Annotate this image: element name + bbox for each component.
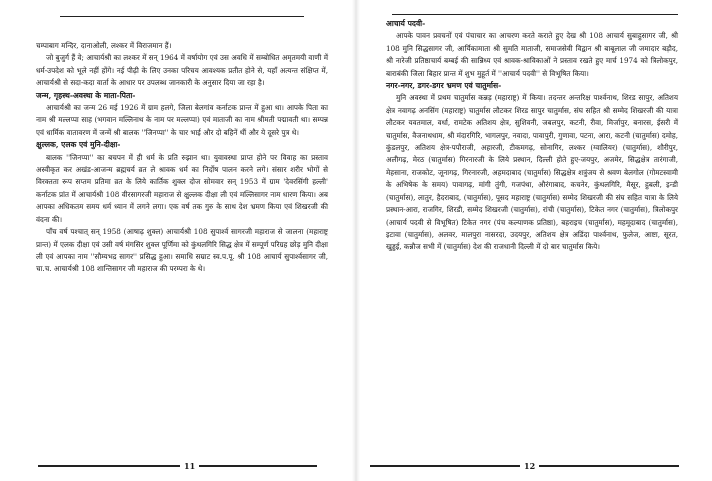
paragraph: बालक ''जिनप्पा'' का बचपन में ही धर्म के प्रति रुझान था। युवावस्था प्राप्त होने पर विवाह का प्रस्ताव अस्वीकृत कर अखंड-आजन्म ब्रह्मचर्य व्रत ले श्रावक धर्म का निर्दोष पालन करने लगे। संसार शरीर भोगों से विरक्तता रूप सप्तम प्रतिमा व्रत के लिये कार्तिक शुक्ल दोज सोमवार सन् 1953 में ग्राम 'देवरसिंगी हल्ली' कर्नाटक प्रांत में आचार्यश्री 108 वीरसागरजी महाराज से क्षुल्लक दीक्षा ली एवं मल्लिसागर नाम धारण किया। अब आपका अधिकतम समय धर्म ध्यान में लगने लगा। एक वर्ष तक गुरु के साथ देश भ्रमण किया एवं शिखरजी की वंदना की।: [36, 152, 328, 224]
footer-rule: [539, 465, 679, 466]
page-footer: [0, 461, 356, 471]
section-heading: नगर-नगर, डगर-डगर भ्रमण एवं चातुर्मास-: [386, 81, 502, 91]
page-content: [36, 40, 328, 276]
footer-rule: [38, 465, 180, 466]
page-number: 11: [184, 461, 196, 471]
page-content: [386, 18, 678, 254]
page-footer: [356, 461, 712, 471]
footer-rule: [370, 465, 520, 466]
section-heading: क्षुल्लक, एलक एवं मुनि-दीक्षा-: [36, 140, 121, 150]
paragraph: आचार्यश्री का जन्म 26 मई 1926 में ग्राम हलगे, जिला बेलगांव कर्नाटक प्रान्त में हुआ था। आपके पिता का नाम श्री मल्लप्पा साह (भगवान मल्लिनाथ के नाम पर मल्लप्पा) एवं माताजी का नाम श्रीमती पद्मावती था। सम्पन्न एवं धार्मिक वातावरण में जन्में श्री बालक ''जिनप्पा'' के चार भाई और दो बहिनें थीं और ये दूसरे पुत्र थे।: [36, 103, 328, 137]
top-rule: [60, 16, 304, 17]
paragraph: आपके पावन प्रवचनों एवं पंचाचार का आचरण करते कराते हुए देख श्री 108 आचार्य सुबाहुसागर जी, श्री 108 मुनि सिद्धसागर जी, आर्यिकामाता श्री सुमति माताजी, समाजसेवी विद्वान श्री बाबूलाल जी जमादार बड़ौद, श्री नारेजी प्रतिष्ठाचार्य बम्बई की सान्निध्य एवं श्रावक-श्राविकाओं ने प्रस्ताव रखते हुए मार्च 1974 को त्रिलोकपुर, बाराबंकी जिला बिहार प्रान्त में शुभ मुहूर्त में ''आचार्य पदवी'' से विभूषित किया।: [386, 31, 678, 78]
right-page: [356, 0, 712, 481]
page-number: 12: [524, 461, 536, 471]
paragraph: चम्पाबाग मन्दिर, दानाओली, लश्कर में विराजमान हैं।: [36, 41, 172, 50]
footer-rule: [199, 465, 317, 466]
section-heading: आचार्य पदवी-: [386, 19, 426, 28]
paragraph: मुनि अवस्था में प्रथम चातुर्मास कन्नड़ (महाराष्ट्र) में किया। तदन्तर अन्तरिक्ष पार्श्वनाथ, शिरड सापुर, अतिशय क्षेत्र नवागढ़ अनसिंग (महाराष्ट्र) चातुर्मास लौटकर शिरड सापुर चातुर्मास, संघ सहित श्री सम्मेद शिखरजी की यात्रा लौटकर यवतमाल, वर्धा, रामटेक अतिशय क्षेत्र, सुशिवनी, जबलपुर, कटनी, रीवा, मिर्जापुर, बनारस, ईसरी में चातुर्मास, वैजनाथधाम, श्री मंदारगिरि, भागलपुर, नवादा, पावापुरी, गुणावा, पटना, आरा, कटनी (चातुर्मास) दमोह, कुंडलपुर, अतिशय क्षेत्र-पपौराजी, अहारजी, टीकमगढ़, सोनागिर, लश्कर (ग्वालियर) (चातुर्मास), शौरीपुर, अलीगढ़, मेरठ (चातुर्मास) गिरनारजी के लिये प्रस्थान, दिल्ली होते हुए-जयपुर, अजमेर, सिद्धक्षेत्र तारंगाजी, मेहसाना, राजकोट, जूनागढ़, गिरनारजी, अहमदाबाद (चातुर्मास) सिद्धक्षेत्र शत्रुंजय से श्रवण बेलगोल (गोमटस्वामी के अभिषेक के समय) पावागढ़, मांगी तुंगी, गजपंथा, औरंगाबाद, कचनेर, कुंथलगिरि, मैसूर, हुबली, इन्डी (चातुर्मास), लातुर, हैदराबाद, (चातुर्मास), पूसद महाराष्ट्र (चातुर्मास) सम्मेद शिखरजी की संघ सहित यात्रा के लिये प्रस्थान-आरा, राजगिर, शिरडी, सम्मेद शिखरजी (चातुर्मास), रांची (चातुर्मास), टिकेत नगर (चातुर्मास), त्रिलोकपुर (आचार्य पदवी से विभूषित) टिकेत नगर (पंच कल्याणक प्रतिष्ठा), बहराइच (चातुर्मास), महमूदाबाद (चातुर्मास), इटावा (चातुर्मास), अलवर, मालपुरा नासरदा, उदयपुर, अतिशय क्षेत्र अडिंदा पार्श्वनाथ, फुलेज, आष्टा, सूरत, खुड्डई, कन्नौज सभी में (चातुर्मास) देश की राजधानी दिल्ली में दो बार चातुर्मास किये।: [386, 93, 678, 252]
paragraph: पाँच वर्ष पश्चात् सन् 1958 (आषाढ़ शुक्ल) आचार्यश्री 108 सुपार्श्व सागरजी महाराज से जालना (महाराष्ट्र प्रान्त) में एलक दीक्षा एवं उसी वर्ष मंगसिर शुक्ल पूर्णिमा को कुंथलगिरि सिद्ध क्षेत्र में सम्पूर्ण परिग्रह छोड़ मुनि दीक्षा ली एवं आपका नाम ''सौम्यभद्र सागर'' प्रसिद्ध हुआ। समाधि सम्राट स्व.प.पू. श्री 108 आचार्य सुपार्श्वसागर जी, चा.च. आचार्यश्री 108 शान्तिसागर जी महाराज की परम्परा के थे।: [36, 227, 328, 274]
paragraph: जो बुजुर्ग हैं वे; आचार्यश्री का लश्कर में सन् 1964 में वर्षायोग एवं उस अवधि में सम्बोधित अमृतमयी वाणी में धर्म-उपदेश को भूले नहीं होंगे। नई पीढ़ी के लिए उनका परिचय आवश्यक प्रतीत होने से, यहाँ अत्यन्त संक्षिप्त में, आचार्यश्री से सदा-कदा वार्ता के आधार पर उपलब्ध जानकारी के अनुसार दिया जा रहा है।: [36, 53, 328, 88]
section-heading: जन्म, गृहस्थ-अवस्था के माता-पिता-: [36, 90, 136, 100]
top-rule: [392, 14, 678, 15]
